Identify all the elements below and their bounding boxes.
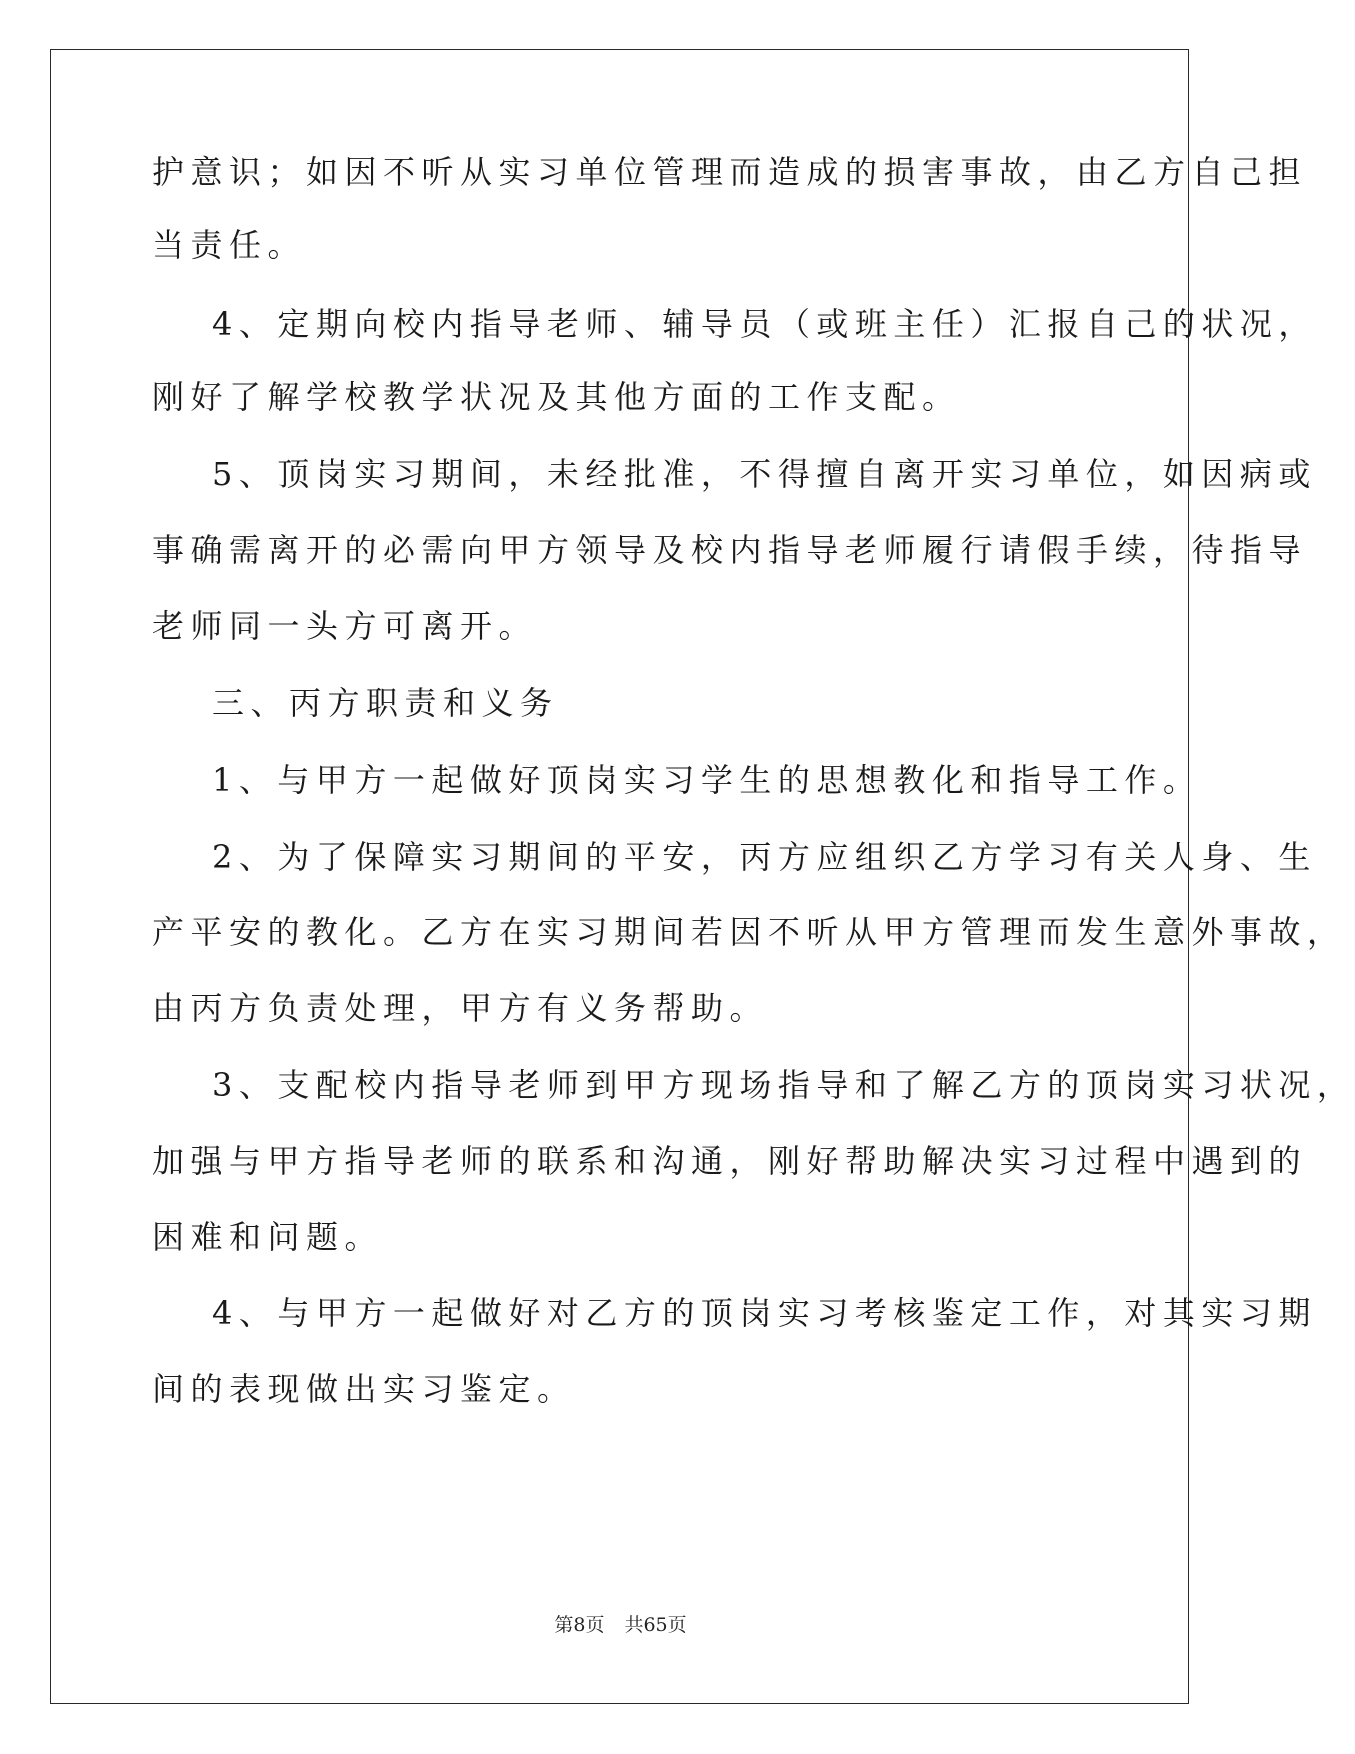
text-line: 事确需离开的必需向甲方领导及校内指导老师履行请假手续，待指导 [152,531,1308,569]
section-heading: 三、丙方职责和义务 [212,684,559,722]
text-line: 间的表现做出实习鉴定。 [152,1370,576,1408]
text-line: 4、定期向校内指导老师、辅导员（或班主任）汇报自己的状况， [212,305,1317,343]
text-line: 加强与甲方指导老师的联系和沟通，刚好帮助解决实习过程中遇到的 [152,1142,1308,1180]
text-line: 1、与甲方一起做好顶岗实习学生的思想教化和指导工作。 [212,761,1202,799]
text-line: 老师同一头方可离开。 [152,607,538,645]
text-line: 2、为了保障实习期间的平安，丙方应组织乙方学习有关人身、生 [212,838,1317,876]
page-number: 第8页 [554,1614,605,1636]
page-total: 共65页 [624,1614,687,1636]
text-line: 困难和问题。 [152,1218,384,1256]
text-line: 由丙方负责处理，甲方有义务帮助。 [152,989,769,1027]
page-footer [0,1610,1241,1637]
text-line: 5、顶岗实习期间，未经批准，不得擅自离开实习单位，如因病或 [212,455,1317,493]
text-line: 4、与甲方一起做好对乙方的顶岗实习考核鉴定工作，对其实习期 [212,1294,1317,1332]
text-line: 3、支配校内指导老师到甲方现场指导和了解乙方的顶岗实习状况， [212,1066,1355,1104]
text-line: 刚好了解学校教学状况及其他方面的工作支配。 [152,378,961,416]
text-line: 护意识；如因不听从实习单位管理而造成的损害事故，由乙方自己担 [152,153,1308,191]
text-line: 当责任。 [152,226,307,264]
text-line: 产平安的教化。乙方在实习期间若因不听从甲方管理而发生意外事故， [152,913,1346,951]
